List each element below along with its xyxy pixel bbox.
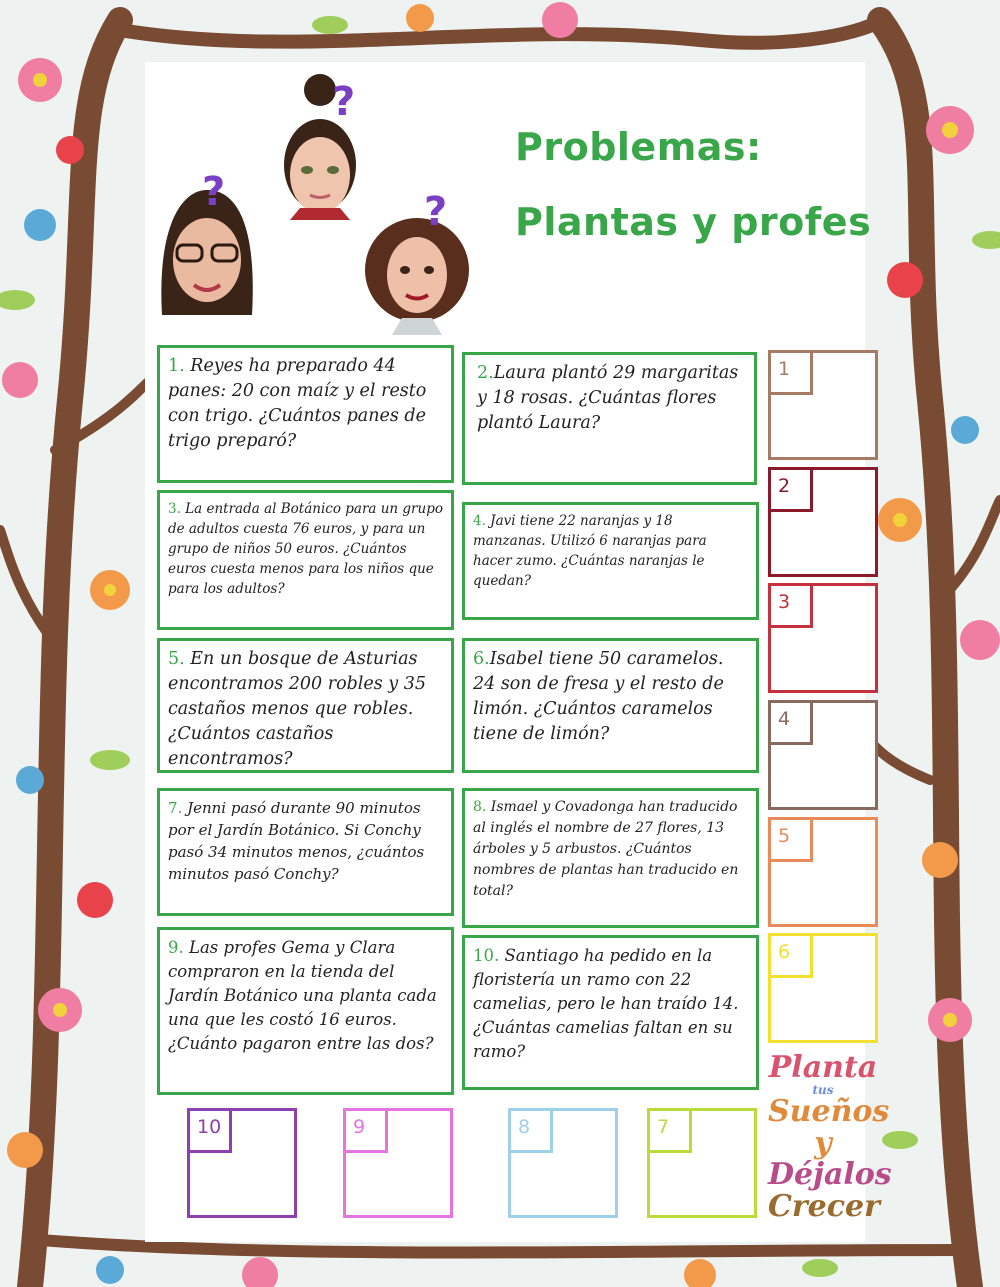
problem-number: 8.: [473, 799, 487, 815]
answer-box-3[interactable]: [768, 583, 878, 693]
problem-1: [157, 345, 454, 483]
problem-text: La entrada al Botánico para un grupo de adultos cuesta 76 euros, y para un grupo de niños 50 euros. ¿Cuántos euros cuesta menos para los niños que para los adultos?: [168, 501, 443, 597]
problem-text: Las profes Gema y Clara compraron en la tienda del Jardín Botánico una planta cada una que les costó 16 euros. ¿Cuánto pagaron entre las dos?: [168, 938, 437, 1053]
problem-number: 10.: [473, 946, 500, 965]
slogan-line-2: tus: [812, 1082, 834, 1097]
svg-text:?: ?: [424, 190, 448, 235]
answer-label: 10: [197, 1116, 222, 1138]
teacher-avatar-curly: [362, 190, 472, 335]
answer-input-5[interactable]: [779, 872, 867, 914]
slogan-logo: [768, 1050, 892, 1224]
problem-number: 6.: [473, 649, 490, 669]
answer-label: 8: [518, 1116, 531, 1138]
problem-7: [157, 788, 454, 916]
problem-text: Laura plantó 29 margaritas y 18 rosas. ¿Cuántas flores plantó Laura?: [477, 363, 739, 433]
problem-text: En un bosque de Asturias encontramos 200 robles y 35 castaños menos que robles. ¿Cuántos castaños encontramos?: [168, 649, 427, 769]
problem-5: [157, 638, 454, 773]
answer-box-4[interactable]: [768, 700, 878, 810]
answer-label: 3: [778, 591, 791, 613]
problem-text: Santiago ha pedido en la floristería un ramo con 22 camelias, pero le han traído 14. ¿Cuántas camelias faltan en su ramo?: [473, 946, 739, 1061]
answer-box-2[interactable]: [768, 467, 878, 577]
problem-8: [462, 788, 759, 928]
answer-box-8[interactable]: [508, 1108, 618, 1218]
answer-input-9[interactable]: [354, 1163, 442, 1205]
answer-label: 2: [778, 475, 791, 497]
answer-box-6[interactable]: [768, 933, 878, 1043]
problem-2: [462, 352, 757, 485]
answer-box-5[interactable]: [768, 817, 878, 927]
slogan-line-3: Sueños y: [768, 1094, 890, 1161]
problem-10: [462, 935, 759, 1090]
slogan-line-5: Crecer: [768, 1188, 880, 1224]
title-line-1: Problemas:: [515, 125, 762, 169]
answer-label: 4: [778, 708, 791, 730]
answer-box-7[interactable]: [647, 1108, 757, 1218]
answer-label: 1: [778, 358, 791, 380]
answer-box-1[interactable]: [768, 350, 878, 460]
problem-text: Javi tiene 22 naranjas y 18 manzanas. Utilizó 6 naranjas para hacer zumo. ¿Cuántas naranjas le quedan?: [473, 513, 707, 589]
answer-input-10[interactable]: [198, 1163, 286, 1205]
slogan-line-4: Déjalos: [768, 1157, 892, 1193]
answer-box-10[interactable]: [187, 1108, 297, 1218]
answer-box-9[interactable]: [343, 1108, 453, 1218]
svg-text:?: ?: [332, 79, 356, 125]
problem-text: Ismael y Covadonga han traducido al inglés el nombre de 27 flores, 13 árboles y 5 arbustos. ¿Cuántos nombres de plantas han traducido en total?: [473, 799, 739, 899]
problem-6: [462, 638, 759, 773]
problem-text: Jenni pasó durante 90 minutos por el Jardín Botánico. Si Conchy pasó 34 minutos menos, ¿cuántos minutos pasó Conchy?: [168, 799, 425, 883]
problem-number: 3.: [168, 501, 181, 517]
answer-input-1[interactable]: [779, 405, 867, 447]
problem-9: [157, 927, 454, 1095]
slogan-line-1: Planta: [768, 1050, 878, 1085]
answer-label: 7: [657, 1116, 670, 1138]
problem-number: 5.: [168, 649, 185, 669]
answer-label: 9: [353, 1116, 366, 1138]
svg-text:?: ?: [202, 169, 226, 215]
problem-text: Isabel tiene 50 caramelos. 24 son de fresa y el resto de limón. ¿Cuántos caramelos tiene de limón?: [473, 649, 724, 744]
answer-input-8[interactable]: [519, 1163, 607, 1205]
problem-number: 1.: [168, 356, 185, 376]
answer-input-4[interactable]: [779, 755, 867, 797]
answer-input-3[interactable]: [779, 638, 867, 680]
answer-input-2[interactable]: [779, 522, 867, 564]
answer-label: 6: [778, 941, 791, 963]
problem-number: 9.: [168, 938, 184, 957]
problem-number: 7.: [168, 799, 183, 817]
problem-4: [462, 502, 759, 620]
problem-number: 2.: [477, 363, 494, 383]
problem-number: 4.: [473, 513, 486, 529]
problem-3: [157, 490, 454, 630]
answer-label: 5: [778, 825, 791, 847]
teacher-avatar-glasses: [152, 165, 262, 315]
problem-text: Reyes ha preparado 44 panes: 20 con maíz y el resto con trigo. ¿Cuántos panes de trigo preparó?: [168, 356, 427, 451]
answer-input-7[interactable]: [658, 1163, 746, 1205]
title-line-2: Plantas y profes: [515, 200, 872, 244]
answer-input-6[interactable]: [779, 988, 867, 1030]
